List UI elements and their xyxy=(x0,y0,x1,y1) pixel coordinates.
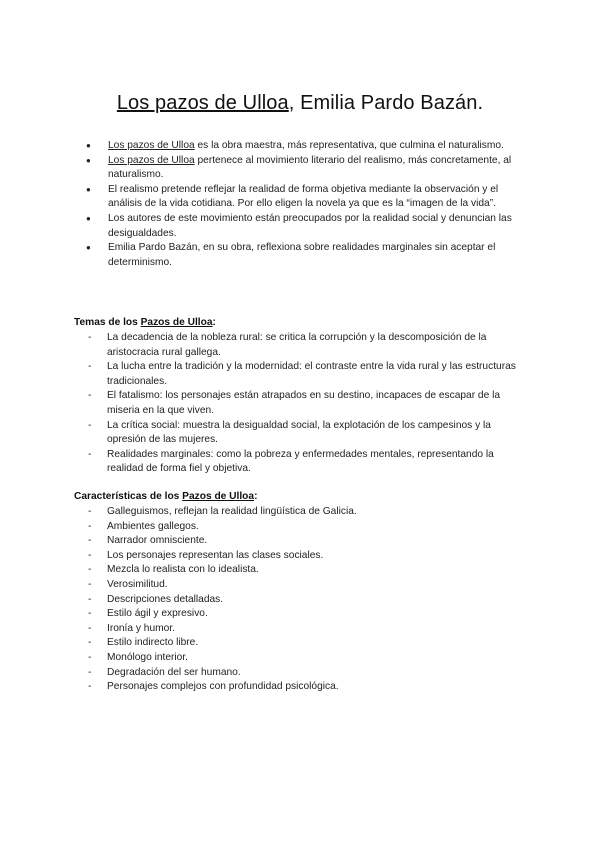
caracteristicas-list xyxy=(88,505,528,695)
page-title xyxy=(0,92,600,115)
heading-work: Pazos de Ulloa xyxy=(182,491,255,502)
list-item: - Degradación del ser humano. xyxy=(88,666,528,681)
title-rest: , Emilia Pardo Bazán. xyxy=(288,92,484,114)
caracteristicas-heading xyxy=(74,491,257,502)
list-item-text: Emilia Pardo Bazán, en su obra, reflexiona sobre realidades marginales sin aceptar el determinismo. xyxy=(108,242,496,268)
list-item: - Estilo indirecto libre. xyxy=(88,636,528,651)
list-item xyxy=(86,241,522,270)
list-item xyxy=(86,139,522,154)
list-item-text: pertenece al movimiento literario del realismo, más concretamente, al naturalismo. xyxy=(108,154,512,181)
list-item-text: es la obra maestra, más representativa, que culmina el naturalismo. xyxy=(194,140,504,151)
list-item: - Narrador omnisciente. xyxy=(88,534,528,549)
list-item: - La decadencia de la nobleza rural: se critica la corrupción y la descomposición de la aristocracia rural gallega. xyxy=(88,331,528,360)
list-item: - Descripciones detalladas. xyxy=(88,593,528,608)
list-item: - Ironía y humor. xyxy=(88,622,528,637)
list-item: - Ambientes gallegos. xyxy=(88,520,528,535)
list-item: - Personajes complejos con profundidad psicológica. xyxy=(88,680,528,695)
heading-suffix: : xyxy=(254,491,258,502)
work-reference: Los pazos de Ulloa xyxy=(108,154,195,166)
list-item xyxy=(86,154,522,183)
list-item: - El fatalismo: los personajes están atrapados en su destino, incapaces de escapar de la miseria en la que viven. xyxy=(88,389,528,418)
list-item xyxy=(86,183,522,212)
list-item: - Monólogo interior. xyxy=(88,651,528,666)
list-item: - Mezcla lo realista con lo idealista. xyxy=(88,563,528,578)
work-reference: Los pazos de Ulloa xyxy=(108,140,195,151)
intro-bullet-list xyxy=(86,139,522,270)
list-item: - Los personajes representan las clases sociales. xyxy=(88,549,528,564)
list-item-text: Los autores de este movimiento están preocupados por la realidad social y denuncian las desigualdades. xyxy=(108,212,512,239)
temas-list xyxy=(88,331,528,477)
list-item xyxy=(86,212,522,241)
heading-suffix: : xyxy=(212,317,216,328)
list-item: - Verosimilitud. xyxy=(88,578,528,593)
temas-heading xyxy=(74,317,216,328)
title-work: Los pazos de Ulloa xyxy=(116,92,289,114)
list-item: - Realidades marginales: como la pobreza y enfermedades mentales, representando la realidad de forma fiel y objetiva. xyxy=(88,448,528,477)
list-item: - La crítica social: muestra la desigualdad social, la explotación de los campesinos y la opresión de las mujeres. xyxy=(88,419,528,448)
heading-prefix: Temas de los xyxy=(74,317,141,328)
list-item: - Estilo ágil y expresivo. xyxy=(88,607,528,622)
list-item-text: El realismo pretende reflejar la realidad de forma objetiva mediante la observación y el análisis de la vida cotidiana. Por ello eligen la novela ya que es la “imagen de la vida”. xyxy=(108,183,499,210)
heading-prefix: Características de los xyxy=(74,491,183,502)
list-item: - La lucha entre la tradición y la modernidad: el contraste entre la vida rural y las estructuras tradicionales. xyxy=(88,360,528,389)
list-item: - Galleguismos, reflejan la realidad lingüística de Galicia. xyxy=(88,505,528,520)
heading-work: Pazos de Ulloa xyxy=(140,317,213,328)
